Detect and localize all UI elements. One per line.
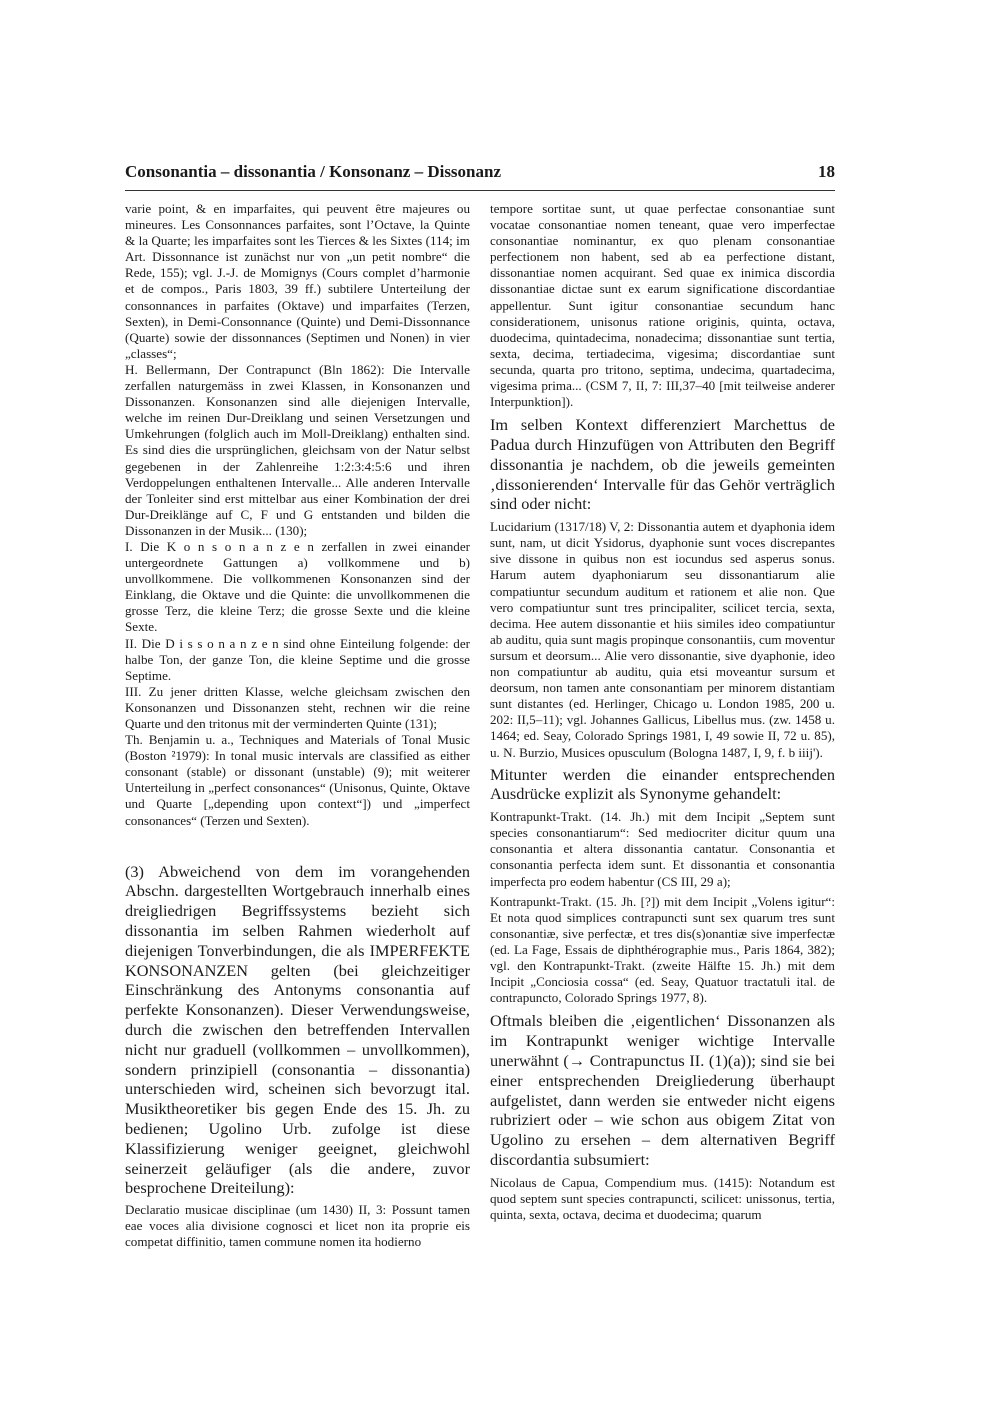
- paragraph: Kontrapunkt-Trakt. (15. Jh. [?]) mit dem Incipit „Volens igitur“: Et nota quod simplices contrapuncti sunt sex quarum tres sunt consonantiæ, sive perfectæ, et tres dis(s)onantiæ sive imperfectæ (ed. La Fage, Essais de diphthérographie mus., Paris 1864, 382); vgl. den Kontrapunkt-Trakt. (zweite Hälfte 15. Jh.) mit dem Incipit „Conciosia cossa“ (ed. Seay, Quatuor tractatuli ital. de contrapuncto, Colorado Springs 1977, 8).: [490, 893, 835, 1006]
- paragraph: Lucidarium (1317/18) V, 2: Dissonantia autem et dyaphonia idem sunt, nam, ut dicit Ysidorus, dyaphonie sunt voces discrepantes sive dissone in quibus non est iocundus sed asperus sonus. Harum autem dyaphoniarum seu dissonantiarum alie compatiuntur secundum auditum et rationem et alie non. Que vero compatiuntur sunt tres principaliter, scilicet tercia, sexta, decima. Hee autem dissonantie et hiis similes ideo compatiuntur ab auditu, quia sunt magis propinque consonantiis, cum moventur sursum et deorsum... Alie vero dissonantie, sive dyaphonie, ideo non compatiuntur ab auditu, quia etsi moveantur sursum et deorsum, non tamen ante consonantiam per minorem distantiam sunt distantes (ed. Herlinger, Chicago u. London 1985, 200 u. 202: II,5–11); vgl. Johannes Gallicus, Libellus mus. (zw. 1458 u. 1464; ed. Seay, Colorado Springs 1981, I, 49 sowie II, 72 u. 85), u. N. Burzio, Musices opusculum (Bologna 1487, I, 9, f. b iiij').: [490, 519, 835, 760]
- section-paragraph: (3) Abweichend von dem im vorangehenden Abschn. dargestellten Wortgebrauch innerhalb eines dreigliedrigen Begriffssystems bezieht sich dissonantia im selben Rahmen wiederholt auf diejenigen Tonverbindungen, die als IMPERFEKTE KONSONANZEN gelten (bei gleichzeitiger Einschränkung des Antonyms consonantia auf perfekte Konsonanzen). Dieser Verwendungsweise, durch die zwischen den betreffenden Intervallen nicht nur graduell (vollkommen – unvollkommen), sondern prinzipiell (consonantia – dissonantia) unterschieden wird, scheinen sich bevorzugt ital. Musiktheoretiker bis gegen Ende des 15. Jh. zu bedienen; Ugolino Urb. zufolge ist diese Klassifizierung weniger geeignet, gleichwohl seinerzeit geläufiger (als die andere, zuvor besprochene Dreiteilung):: [125, 861, 470, 1198]
- main-paragraph: Mitunter werden die einander entsprechenden Ausdrücke explizit als Synonyme gehandelt:: [490, 764, 835, 804]
- section-gap: [125, 829, 470, 862]
- paragraph: H. Bellermann, Der Contrapunct (Bln 1862): Die Intervalle zerfallen naturgemäss in zwei Klassen, in Konsonanzen und Dissonanzen. Konsonanzen sind alle diejenigen Intervalle, welche im reinen Dur-Dreiklang und seinen Versetzungen und Umkehrungen (folglich auch im Moll-Dreiklang) enthalten sind. Es sind dies die ursprünglichen, gleichsam von der Natur selbst gegebenen in der Zahlenreihe 1:2:3:4:5:6 und ihren Verdoppelungen enthaltenen Intervalle... Alle anderen Intervalle der Tonleiter sind erst mittelbar aus einer Kombination der drei Dur-Dreiklänge auf C, F und G entstanden und bilden die Dissonanzen in der Musik... (130);: [125, 361, 470, 538]
- header-title: Consonantia – dissonantia / Konsonanz – Dissonanz: [125, 162, 502, 181]
- running-header: [125, 162, 835, 188]
- main-paragraph: Oftmals bleiben die ‚eigentlichen‘ Dissonanzen als im Kontrapunkt weniger wichtige Intervalle unerwähnt (→ Contrapunctus II. (1)(a)); sind sie bei einer entsprechenden Dreigliederung überhaupt aufgelistet, dann werden sie entweder nicht eigens rubriziert oder – wie schon aus obigem Zitat von Ugolino zu ersehen – dem alternativen Begriff discordantia subsumiert:: [490, 1011, 835, 1169]
- main-paragraph: Im selben Kontext differenziert Marchettus de Padua durch Hinzufügen von Attributen den Begriff dissonantia je nachdem, ob die jeweils gemeinten ‚dissonierenden‘ Intervalle für das Gehör verträglich sind oder nicht:: [490, 415, 835, 514]
- paragraph: III. Zu jener dritten Klasse, welche gleichsam zwischen den Konsonanzen und Dissonanzen steht, rechnen wir die reine Quarte und den tritonus mit der verminderten Quinte (131);: [125, 683, 470, 731]
- paragraph: I. Die K o n s o n a n z e n zerfallen in zwei einander untergeordnete Gattungen a) vollkommene und b) unvollkommene. Die vollkommenen Konsonanzen sind der Einklang, die Oktave und die Quinte: die unvollkommenen die grosse Terz, die kleine Terz; die grosse Sexte und die kleine Sexte.: [125, 538, 470, 635]
- right-column: [490, 201, 835, 1223]
- paragraph: II. Die D i s s o n a n z e n sind ohne Einteilung folgende: der halbe Ton, der ganze Ton, die kleine Septime und die grosse Septime.: [125, 635, 470, 683]
- paragraph: tempore sortitae sunt, ut quae perfectae consonantiae sunt vocatae consonantiae nomen teneant, quae vero imperfectae consonantiae nominantur, ex quo plenam consonantiae perfectionem non habent, sed ab ea perfectione distant, dissonantiae nomen acquirant. Sed quae ex inimica discordia dissonantiae dictae sunt ex earum significatione discordantiae appellentur. Sunt igitur consonantiae secundum hanc considerationem, unisonus ratione originis, quinta, octava, duodecima, quintadecima, nonadecima; dissonantiae sunt tertia, sexta, decima, tertiadecima, vigesima; discordantiae sunt secunda, quarta pro tritono, septima, undecima, quartadecima, vigesima prima... (CSM 7, II, 7: III,37–40 [mit teilweise anderer Interpunktion]).: [490, 201, 835, 410]
- paragraph: varie point, & en imparfaites, qui peuvent être majeures ou mineures. Les Consonnances parfaites, sont l’Octave, la Quinte & la Quarte; les imparfaites sont les Tierces & les Sixtes (114; im Art. Dissonnance ist zunächst nur von „un petit nombre“ die Rede, 155); vgl. J.-J. de Momignys (Cours complet d’harmonie et de compos., Paris 1803, 39 ff.) subtilere Unterteilung der consonnances in parfaites (Oktave) und imparfaites (Terzen, Sexten), in Demi-Consonnance (Quinte) und Demi-Dissonnance (Quarte) sowie der dissonnances (Septimen und Nonen) in vier „classes“;: [125, 201, 470, 361]
- paragraph: Declaratio musicae disciplinae (um 1430) II, 3: Possunt tamen eae voces alia divisione cognosci et licet non ita proprie eis competat diffinitio, tamen commune nomen ita hodierno: [125, 1202, 470, 1250]
- paragraph: Nicolaus de Capua, Compendium mus. (1415): Notandum est quod septem sunt species contrapuncti, scilicet: unissonus, tertia, quinta, sexta, octava, decima et duodecima; quarum: [490, 1174, 835, 1222]
- page-number: 18: [818, 162, 835, 181]
- header-rule: [125, 190, 835, 191]
- left-column: [125, 201, 470, 1250]
- paragraph: Kontrapunkt-Trakt. (14. Jh.) mit dem Incipit „Septem sunt species consonantiarum“: Sed mediocriter dicitur quum una consonantia et altera dissonantia cantatur. Consonantia et consonantia perfecta idem sunt. Et dissonantia et consonantia imperfecta pro eodem habentur (CS III, 29 a);: [490, 809, 835, 889]
- paragraph: Th. Benjamin u. a., Techniques and Materials of Tonal Music (Boston ²1979): In tonal music intervals are classified as either consonant (stable) or dissonant (unstable) (9); mit weiterer Unterteilung in „perfect consonances“ (Unisonus, Quinte, Oktave und Quarte [„depending upon context“]) und „imperfect consonances“ (Terzen und Sexten).: [125, 732, 470, 828]
